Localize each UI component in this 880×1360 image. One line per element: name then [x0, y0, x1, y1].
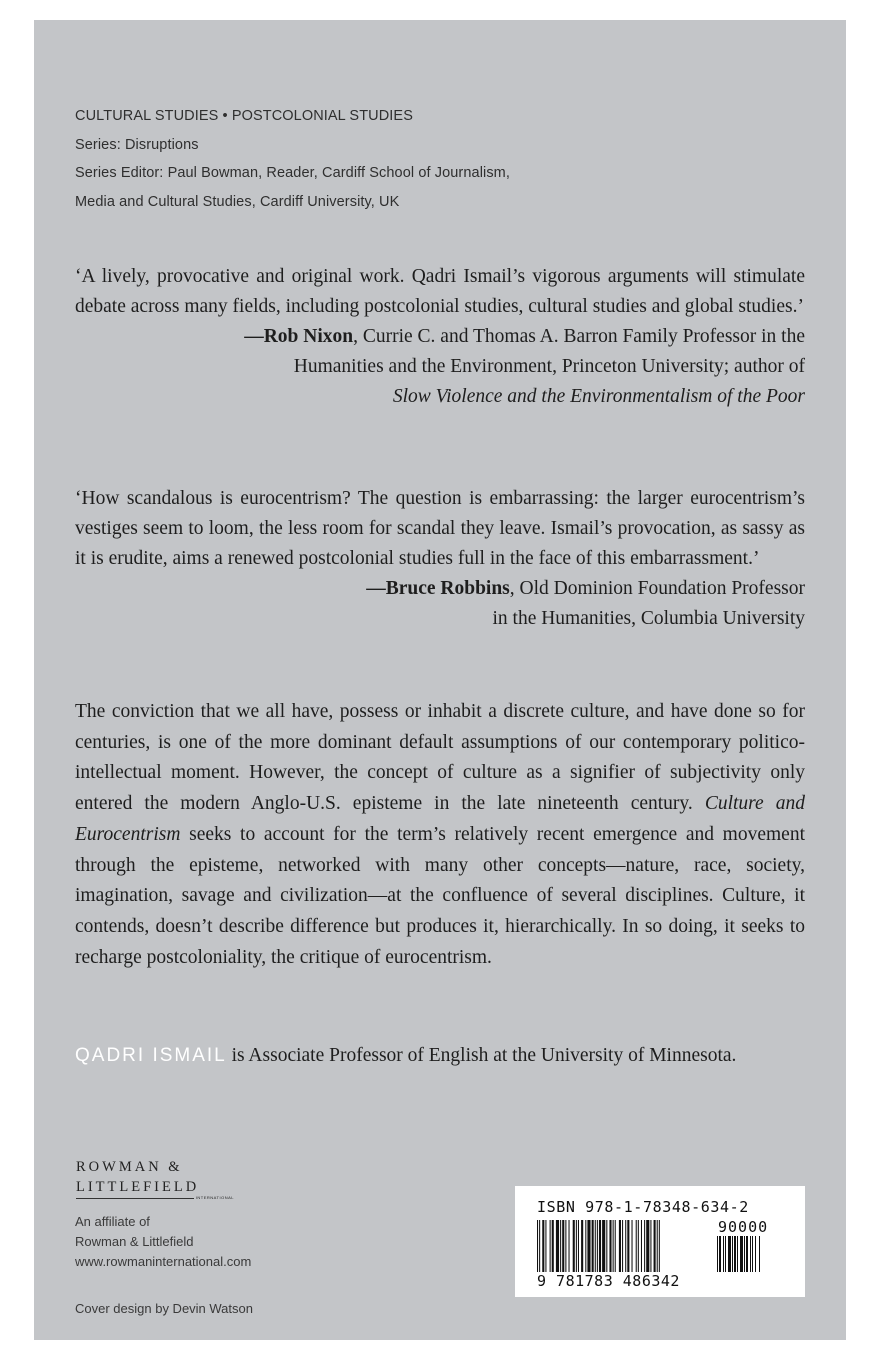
barcode-bar: [732, 1236, 733, 1272]
barcode-bar: [625, 1220, 626, 1272]
barcode-bar: [759, 1236, 760, 1272]
barcode-bar: [638, 1220, 639, 1272]
logo-rule: [76, 1195, 234, 1200]
barcode-bar: [539, 1220, 540, 1272]
barcode-bar: [622, 1220, 623, 1272]
barcode-bar: [560, 1220, 561, 1272]
barcode-bar: [562, 1220, 564, 1272]
endorser-affiliation: , Currie C. and Thomas A. Barron Family Professor in the: [353, 326, 805, 347]
barcode-bar: [750, 1236, 751, 1272]
barcode-bar: [657, 1220, 658, 1272]
barcode-bar: [597, 1220, 598, 1272]
barcode-bar: [585, 1220, 586, 1272]
publisher-logo: [76, 1157, 234, 1199]
cover-credit: Cover design by Devin Watson: [75, 1301, 253, 1316]
barcode-bar: [725, 1236, 726, 1272]
endorser-name: —Bruce Robbins: [366, 578, 510, 599]
barcode-bar: [581, 1220, 583, 1272]
endorser-name: —Rob Nixon: [244, 326, 354, 347]
barcode-bar: [565, 1220, 566, 1272]
endorsement-attribution: [75, 574, 805, 604]
price-code: 90000: [718, 1218, 769, 1236]
back-cover: [34, 20, 846, 1340]
series-name: Series: Disruptions: [75, 136, 199, 153]
barcode-bar: [746, 1236, 748, 1272]
author-bio-text: is Associate Professor of English at the University of Minnesota.: [226, 1045, 737, 1066]
series-editor-line-1: Series Editor: Paul Bowman, Reader, Cardiff School of Journalism,: [75, 165, 510, 181]
barcode-bar: [632, 1220, 633, 1272]
barcode-bar: [599, 1220, 601, 1272]
barcode-bar: [573, 1220, 575, 1272]
barcode-bar: [552, 1220, 554, 1272]
publisher-website: www.rowmaninternational.com: [75, 1254, 252, 1269]
barcode-bar: [737, 1236, 738, 1272]
book-description: [75, 697, 805, 973]
description-part-1: The conviction that we all have, possess or inhabit a discrete culture, and have done so for centuries, is one of the more dominant default assumptions of our contemporary politico-intellectual moment. However, the concept of culture as a signifier of subjectivity only entered the modern Anglo-U.S. episteme in the late nineteenth century.: [75, 701, 805, 815]
isbn-text: ISBN 978-1-78348-634-2: [537, 1198, 749, 1216]
barcode-bar: [606, 1220, 607, 1272]
endorser-book-title: [75, 382, 805, 412]
endorser-affiliation-line-2: in the Humanities, Columbia University: [492, 608, 805, 629]
barcode-bar: [569, 1220, 570, 1272]
barcode-bar: [734, 1236, 736, 1272]
barcode-bar: [542, 1220, 544, 1272]
endorsement-nixon: [75, 262, 805, 412]
barcode-bar: [609, 1220, 611, 1272]
barcode-bar: [576, 1220, 577, 1272]
barcode-bar: [659, 1220, 660, 1272]
barcode-bar: [627, 1220, 629, 1272]
barcode-digits: 9 781783 486342: [537, 1272, 680, 1290]
barcode-bar: [752, 1236, 753, 1272]
barcode-bar: [740, 1236, 743, 1272]
subject-categories: CULTURAL STUDIES • POSTCOLONIAL STUDIES: [75, 108, 413, 124]
barcode-bar: [717, 1236, 718, 1272]
barcode-bar: [545, 1220, 546, 1272]
barcode-bar: [641, 1220, 642, 1272]
barcode-bar: [719, 1236, 721, 1272]
barcode-bar: [650, 1220, 651, 1272]
endorsement-quote: ‘A lively, provocative and original work. Qadri Ismail’s vigorous arguments will stimulate debate across many fields, including postcolonial studies, cultural studies and global studies.’: [75, 266, 805, 317]
barcode-bar: [613, 1220, 614, 1272]
endorsement-quote: ‘How scandalous is eurocentrism? The question is embarrassing: the larger eurocentrism’s vestiges seem to loom, the less room for scandal they leave. Ismail’s provocation, as sassy as it is erudite, aims a renewed postcolonial studies full in the face of this embarrassment.’: [75, 488, 805, 569]
barcode-bar: [537, 1220, 538, 1272]
barcode-bar: [646, 1220, 649, 1272]
affiliate-line-1: An affiliate of: [75, 1214, 150, 1229]
barcode-bar: [578, 1220, 579, 1272]
barcode-bar: [636, 1220, 637, 1272]
endorsement-attribution: [75, 322, 805, 352]
affiliate-line-2: Rowman & Littlefield: [75, 1234, 194, 1249]
logo-line-1: ROWMAN &: [76, 1159, 183, 1175]
book-title: Slow Violence and the Environmentalism of the Poor: [392, 386, 805, 407]
barcode-bar: [587, 1220, 590, 1272]
endorsement-robbins: [75, 484, 805, 634]
barcode-bar: [723, 1236, 724, 1272]
barcode-box: [515, 1186, 805, 1297]
barcode-bar: [728, 1236, 731, 1272]
logo-tag: INTERNATIONAL: [195, 1195, 234, 1200]
barcode-bar: [644, 1220, 645, 1272]
barcode-bar: [602, 1220, 605, 1272]
barcode-bar: [744, 1236, 745, 1272]
isbn-barcode: [537, 1220, 709, 1272]
author-name: QADRI ISMAIL: [75, 1045, 227, 1066]
price-barcode: [717, 1236, 783, 1272]
barcode-bar: [654, 1220, 656, 1272]
barcode-bar: [550, 1220, 551, 1272]
series-editor-line-2: Media and Cultural Studies, Cardiff University, UK: [75, 193, 400, 210]
barcode-bar: [595, 1220, 596, 1272]
logo-line-2: LITTLEFIELD: [76, 1179, 200, 1195]
description-book-title: Culture and Eurocentrism: [75, 793, 805, 845]
series-info: [75, 102, 510, 216]
barcode-bar: [556, 1220, 559, 1272]
author-bio: [75, 1040, 805, 1071]
barcode-bar: [619, 1220, 621, 1272]
endorser-affiliation: , Old Dominion Foundation Professor: [509, 578, 805, 599]
description-part-2: seeks to account for the term’s relatively recent emergence and movement through the episteme, networked with many other concepts—nature, race, society, imagination, savage and civilization—at the confluence of several disciplines. Culture, it contends, doesn’t describe difference but produces it, hierarchically. In so doing, it seeks to recharge postcoloniality, the critique of eurocentrism.: [75, 823, 805, 968]
barcode-bar: [615, 1220, 616, 1272]
barcode-bar: [592, 1220, 594, 1272]
endorser-affiliation-line-2: Humanities and the Environment, Princeton University; author of: [293, 356, 805, 377]
barcode-bar: [755, 1236, 756, 1272]
publisher-affiliate: [75, 1212, 251, 1272]
